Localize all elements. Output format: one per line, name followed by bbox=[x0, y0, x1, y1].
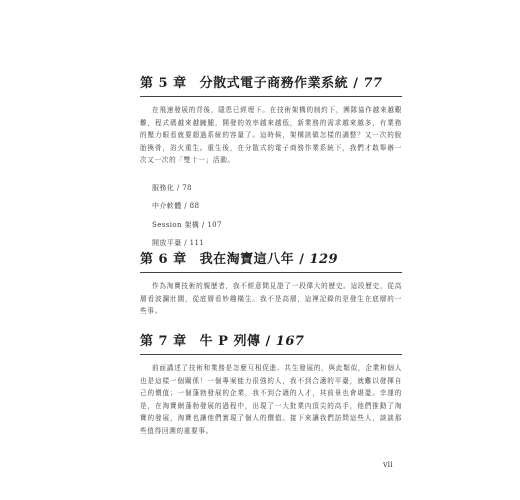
chapter-page-number: 77 bbox=[363, 76, 383, 91]
chapter-summary: 作為淘寶技術的親歷者，我不經意間見證了一段偉大的歷史。這段歷史，從高層看波瀾壯闊，從底層看妙趣橫生。我不是高層，這裡記錄的是發生在底層的一些事。 bbox=[140, 282, 402, 316]
subsection-list bbox=[152, 179, 402, 253]
chapter-7-section bbox=[140, 330, 402, 438]
title-separator: / bbox=[265, 334, 276, 349]
heading-rule bbox=[140, 96, 402, 97]
chapter-6-section bbox=[140, 248, 402, 318]
chapter-5-heading bbox=[140, 72, 402, 91]
chapter-summary: 前面講述了技術和業務是怎麼互相促進、共生發展的，與此類似，企業和個人也是這樣一個關係！一個專案能力很強的人，我不到合適的平臺，就難以發揮自己的價值；一個蓬勃發展的企業，我不到合適的人才，其前景也會堪憂。幸運的是，在淘寶網蓬勃發展的過程中，出現了一大批業內頂尖的高手，他們推動了淘寶的發展，淘寶也讓他們實現了個人的價值。接下來讓我們訪問這些人，談談那些值得回溯的重要事。 bbox=[140, 364, 402, 435]
chapter-number: 第 7 章 bbox=[140, 334, 187, 349]
chapter-5-section bbox=[140, 72, 402, 253]
chapter-number: 第 5 章 bbox=[140, 76, 187, 91]
chapter-page-number: 167 bbox=[275, 334, 305, 349]
chapter-page-number: 129 bbox=[309, 252, 339, 267]
chapter-number: 第 6 章 bbox=[140, 252, 187, 267]
chapter-title: 分散式電子商務作業系統 bbox=[199, 76, 349, 91]
page-folio: vii bbox=[383, 460, 393, 469]
chapter-summary: 在飛速發展的背後，隱患已經埋下。在技術架構的制約下，團隊協作越來越艱難，程式碼越來越臃腫，開發的效率越來越低，新業務的需求越來越多，有業務的壓力眼看就要超過系統的容量了。這時候，架構該做怎樣的調整？又一次的脫胎換骨，浴火重生。重生後，在分散式的電子商務作業系統下，我們才敢舉辦一次又一次的「雙十一」活動。 bbox=[140, 106, 402, 165]
chapter-7-heading bbox=[140, 330, 402, 349]
subsection-item: 開放平臺 / 111 bbox=[152, 239, 205, 248]
heading-rule bbox=[140, 272, 402, 273]
chapter-6-heading bbox=[140, 248, 402, 267]
heading-rule bbox=[140, 354, 402, 355]
chapter-title: 牛 P 列傳 bbox=[199, 334, 261, 349]
subsection-item: Session 架構 / 107 bbox=[152, 220, 222, 229]
chapter-title: 我在淘寶這八年 bbox=[199, 252, 295, 267]
subsection-item: 中介軟體 / 88 bbox=[152, 202, 200, 211]
subsection-item: 服務化 / 78 bbox=[152, 183, 192, 192]
title-separator: / bbox=[299, 252, 310, 267]
title-separator: / bbox=[353, 76, 364, 91]
